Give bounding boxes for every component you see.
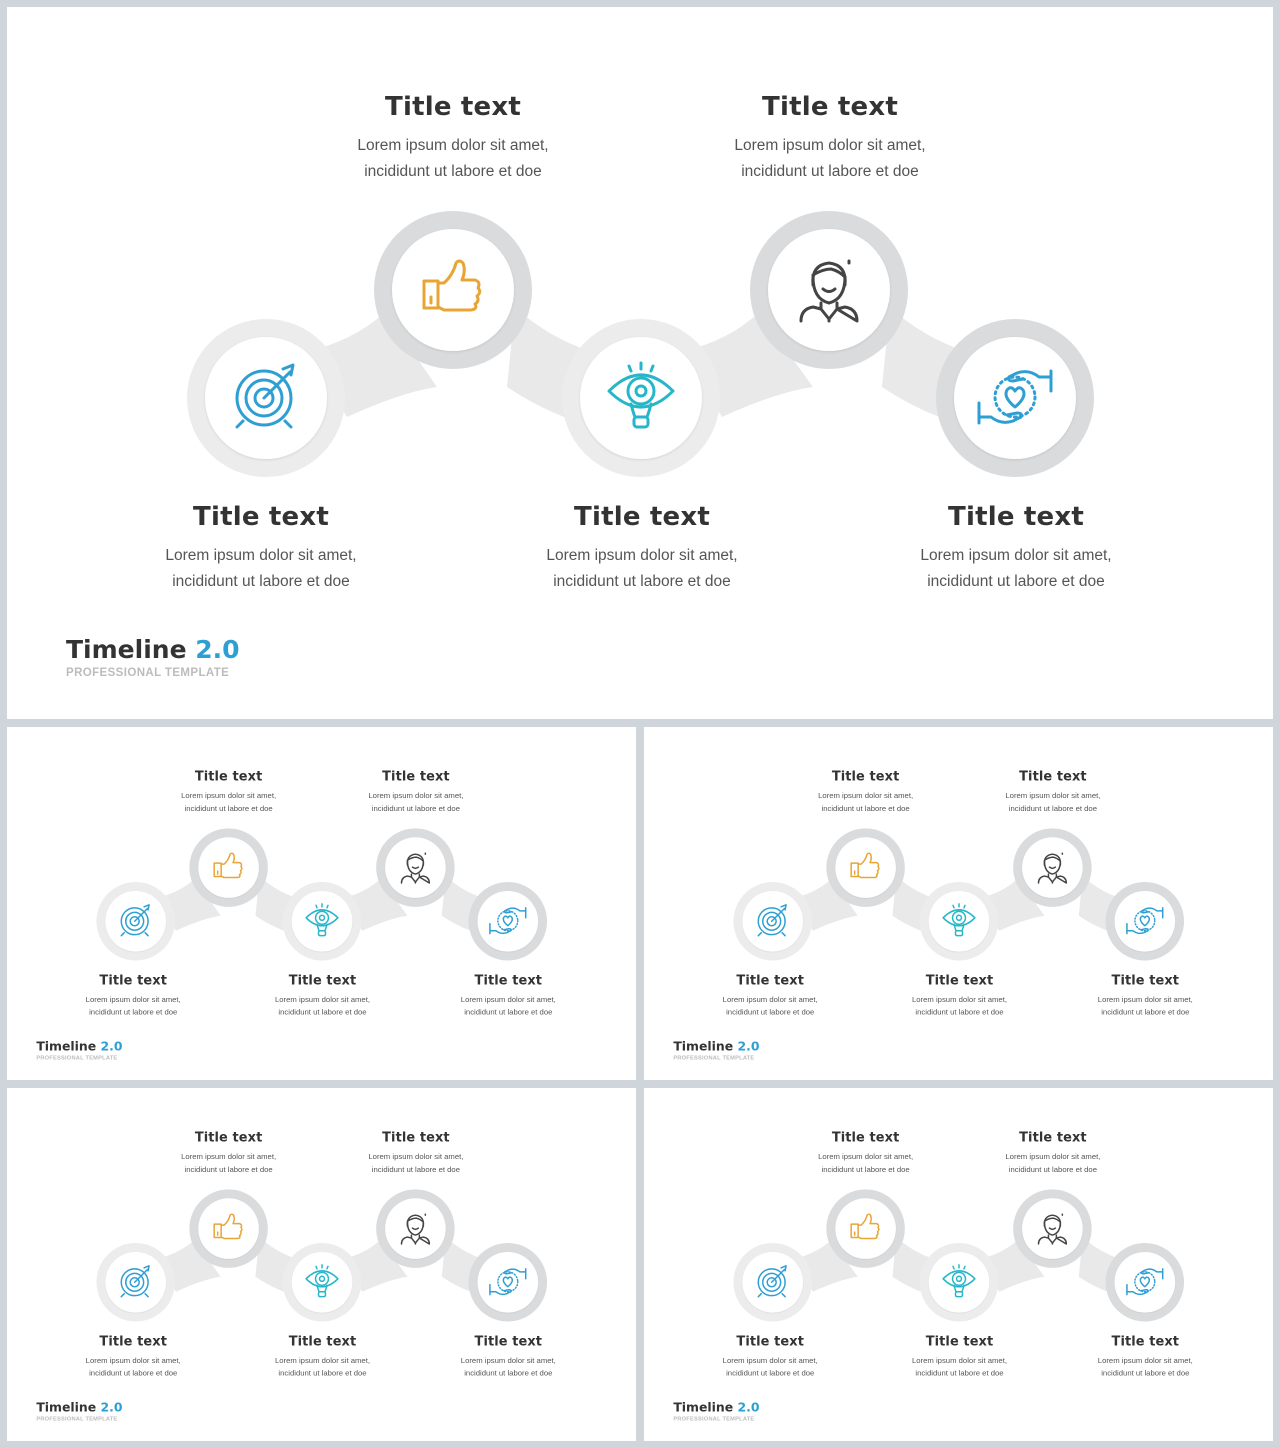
brand-version: 2.0 xyxy=(100,1400,123,1415)
step-description xyxy=(978,790,1127,816)
step-description xyxy=(248,1354,397,1380)
step-title: Title text xyxy=(474,1333,543,1349)
step-description xyxy=(303,133,603,185)
step-1-label xyxy=(696,1333,845,1380)
slide-thumb-2[interactable] xyxy=(644,727,1273,1080)
step-title: Title text xyxy=(382,769,450,785)
step-description-line: incididunt ut labore et doe xyxy=(1008,804,1098,813)
step-description-line: Lorem ipsum dolor sit amet, xyxy=(818,791,914,801)
step-description-line: Lorem ipsum dolor sit amet, xyxy=(357,137,549,154)
step-circle-2 xyxy=(826,828,905,907)
step-title: Title text xyxy=(1111,972,1180,988)
step-circle-3 xyxy=(920,882,999,961)
step-description-line: Lorem ipsum dolor sit amet, xyxy=(911,995,1008,1004)
step-description xyxy=(885,993,1034,1019)
step-description xyxy=(680,133,980,185)
step-title: Title text xyxy=(194,769,263,785)
step-description-line: Lorem ipsum dolor sit amet, xyxy=(546,547,738,564)
step-2-label xyxy=(154,769,303,816)
step-description xyxy=(154,1151,303,1177)
brand-version: 2.0 xyxy=(100,1039,123,1054)
step-description xyxy=(341,1151,490,1177)
step-description-line: incididunt ut labore et doe xyxy=(184,804,273,813)
step-4-label xyxy=(341,769,490,816)
step-description-line: incididunt ut labore et doe xyxy=(172,573,350,590)
step-3-label xyxy=(885,1333,1034,1380)
step-title: Title text xyxy=(574,502,710,532)
step-title: Title text xyxy=(288,1333,357,1349)
timeline-diagram xyxy=(644,1088,1273,1441)
step-title: Title text xyxy=(474,972,543,988)
step-description-line: Lorem ipsum dolor sit amet, xyxy=(920,547,1112,564)
step-5-label xyxy=(1071,1333,1220,1380)
step-description xyxy=(696,1354,845,1380)
step-description-line: Lorem ipsum dolor sit amet, xyxy=(368,791,464,801)
brand-title: Timeline xyxy=(36,1039,97,1054)
brand-version: 2.0 xyxy=(737,1400,760,1415)
step-description xyxy=(59,1354,208,1380)
step-1-label xyxy=(111,501,411,595)
step-description xyxy=(885,1354,1034,1380)
step-4-label xyxy=(341,1130,490,1177)
step-description xyxy=(791,1151,940,1177)
step-description-line: Lorem ipsum dolor sit amet, xyxy=(460,995,556,1004)
brand-title: Timeline xyxy=(673,1400,734,1415)
timeline-diagram xyxy=(7,727,636,1080)
brand-name xyxy=(673,1039,759,1054)
step-description-line: Lorem ipsum dolor sit amet, xyxy=(85,1356,181,1365)
step-description-line: Lorem ipsum dolor sit amet, xyxy=(368,1152,464,1162)
step-description-line: incididunt ut labore et doe xyxy=(89,1369,178,1378)
step-title: Title text xyxy=(925,1333,994,1349)
step-description xyxy=(492,543,792,595)
timeline-diagram xyxy=(7,1088,636,1441)
step-circle-2 xyxy=(826,1189,905,1268)
step-2-label xyxy=(791,769,940,816)
step-1-label xyxy=(59,972,208,1019)
brand-name xyxy=(673,1400,759,1415)
brand-tagline: PROFESSIONAL TEMPLATE xyxy=(66,667,230,679)
step-description-line: Lorem ipsum dolor sit amet, xyxy=(460,1356,556,1365)
step-description-line: Lorem ipsum dolor sit amet, xyxy=(165,547,357,564)
step-title: Title text xyxy=(762,92,898,122)
step-circle-2 xyxy=(189,1189,268,1268)
brand-logo xyxy=(36,1039,122,1061)
brand-logo xyxy=(36,1400,122,1422)
step-title: Title text xyxy=(382,1130,450,1146)
brand-name xyxy=(66,635,240,665)
brand-title: Timeline xyxy=(673,1039,734,1054)
brand-logo xyxy=(673,1039,759,1061)
step-3-label xyxy=(248,1333,397,1380)
step-title: Title text xyxy=(385,92,521,122)
step-title: Title text xyxy=(925,972,994,988)
step-description-line: incididunt ut labore et doe xyxy=(726,1008,815,1017)
step-4-label xyxy=(680,91,980,185)
step-description-line: incididunt ut labore et doe xyxy=(821,1165,910,1174)
step-description xyxy=(154,790,303,816)
step-4-label xyxy=(978,1130,1127,1177)
step-description-line: Lorem ipsum dolor sit amet, xyxy=(1097,995,1193,1004)
step-4-label xyxy=(978,769,1127,816)
brand-tagline: PROFESSIONAL TEMPLATE xyxy=(36,1415,118,1422)
step-description xyxy=(248,993,397,1019)
brand-title: Timeline xyxy=(66,635,187,664)
step-description-line: Lorem ipsum dolor sit amet, xyxy=(734,137,926,154)
step-description-line: incididunt ut labore et doe xyxy=(371,804,461,813)
step-description-line: incididunt ut labore et doe xyxy=(821,804,910,813)
step-title: Title text xyxy=(736,1333,804,1349)
step-circle-3 xyxy=(283,882,362,961)
step-5-label xyxy=(434,1333,583,1380)
step-description-line: Lorem ipsum dolor sit amet, xyxy=(274,1356,371,1365)
step-description-line: incididunt ut labore et doe xyxy=(927,573,1105,590)
step-description-line: Lorem ipsum dolor sit amet, xyxy=(1097,1356,1193,1365)
step-description xyxy=(341,790,490,816)
step-description-line: incididunt ut labore et doe xyxy=(726,1369,815,1378)
step-description-line: Lorem ipsum dolor sit amet, xyxy=(274,995,371,1004)
step-description-line: Lorem ipsum dolor sit amet, xyxy=(1005,1152,1101,1162)
step-description-line: incididunt ut labore et doe xyxy=(741,163,919,180)
step-circle-5 xyxy=(1106,1243,1185,1322)
step-description-line: incididunt ut labore et doe xyxy=(553,573,731,590)
step-title: Title text xyxy=(99,972,167,988)
step-description xyxy=(434,1354,583,1380)
step-description-line: incididunt ut labore et doe xyxy=(364,163,542,180)
step-description-line: incididunt ut labore et doe xyxy=(184,1165,273,1174)
step-5-label xyxy=(1071,972,1220,1019)
step-description xyxy=(866,543,1166,595)
step-2-label xyxy=(154,1130,303,1177)
step-description-line: incididunt ut labore et doe xyxy=(915,1369,1004,1378)
step-description-line: Lorem ipsum dolor sit amet, xyxy=(1005,791,1101,801)
step-description-line: Lorem ipsum dolor sit amet, xyxy=(722,995,818,1004)
slide-thumb-1[interactable] xyxy=(7,727,636,1080)
step-description-line: Lorem ipsum dolor sit amet, xyxy=(181,791,277,801)
step-circle-5 xyxy=(469,882,548,961)
step-description-line: Lorem ipsum dolor sit amet, xyxy=(818,1152,914,1162)
step-description-line: incididunt ut labore et doe xyxy=(464,1369,553,1378)
step-title: Title text xyxy=(1111,1333,1180,1349)
step-description-line: incididunt ut labore et doe xyxy=(1008,1165,1098,1174)
timeline-diagram xyxy=(644,727,1273,1080)
step-description xyxy=(434,993,583,1019)
step-circle-2 xyxy=(374,211,532,369)
step-title: Title text xyxy=(831,769,900,785)
step-description-line: incididunt ut labore et doe xyxy=(915,1008,1004,1017)
step-3-label xyxy=(885,972,1034,1019)
step-description xyxy=(59,993,208,1019)
step-title: Title text xyxy=(1019,769,1087,785)
step-description-line: incididunt ut labore et doe xyxy=(278,1008,367,1017)
timeline-diagram xyxy=(7,7,1273,719)
brand-tagline: PROFESSIONAL TEMPLATE xyxy=(673,1054,755,1061)
step-3-label xyxy=(492,501,792,595)
step-description-line: incididunt ut labore et doe xyxy=(278,1369,367,1378)
step-title: Title text xyxy=(831,1130,900,1146)
step-title: Title text xyxy=(948,502,1084,532)
step-circle-3 xyxy=(562,319,720,477)
step-3-label xyxy=(248,972,397,1019)
slide-main[interactable] xyxy=(7,7,1273,719)
brand-tagline: PROFESSIONAL TEMPLATE xyxy=(673,1415,755,1422)
step-description-line: incididunt ut labore et doe xyxy=(89,1008,178,1017)
step-5-label xyxy=(866,501,1166,595)
step-description xyxy=(1071,993,1220,1019)
step-circle-5 xyxy=(936,319,1094,477)
brand-tagline: PROFESSIONAL TEMPLATE xyxy=(36,1054,118,1061)
step-description xyxy=(1071,1354,1220,1380)
brand-title: Timeline xyxy=(36,1400,97,1415)
brand-logo xyxy=(673,1400,759,1422)
step-title: Title text xyxy=(736,972,804,988)
step-1-label xyxy=(696,972,845,1019)
step-description xyxy=(978,1151,1127,1177)
step-description-line: Lorem ipsum dolor sit amet, xyxy=(722,1356,818,1365)
brand-name xyxy=(36,1400,122,1415)
step-1-label xyxy=(59,1333,208,1380)
step-2-label xyxy=(303,91,603,185)
step-description-line: incididunt ut labore et doe xyxy=(1101,1008,1190,1017)
step-description xyxy=(791,790,940,816)
step-2-label xyxy=(791,1130,940,1177)
step-title: Title text xyxy=(194,1130,263,1146)
brand-version: 2.0 xyxy=(737,1039,760,1054)
brand-logo xyxy=(66,635,240,679)
step-description-line: Lorem ipsum dolor sit amet, xyxy=(181,1152,277,1162)
step-description-line: incididunt ut labore et doe xyxy=(371,1165,461,1174)
step-circle-3 xyxy=(283,1243,362,1322)
step-title: Title text xyxy=(99,1333,167,1349)
step-description-line: incididunt ut labore et doe xyxy=(464,1008,553,1017)
slide-thumb-4[interactable] xyxy=(644,1088,1273,1441)
step-circle-2 xyxy=(189,828,268,907)
step-circle-5 xyxy=(469,1243,548,1322)
step-description-line: Lorem ipsum dolor sit amet, xyxy=(85,995,181,1004)
step-5-label xyxy=(434,972,583,1019)
step-description xyxy=(111,543,411,595)
brand-version: 2.0 xyxy=(195,635,240,664)
step-title: Title text xyxy=(193,502,329,532)
slide-thumb-3[interactable] xyxy=(7,1088,636,1441)
step-description-line: Lorem ipsum dolor sit amet, xyxy=(911,1356,1008,1365)
step-title: Title text xyxy=(1019,1130,1087,1146)
step-circle-3 xyxy=(920,1243,999,1322)
step-title: Title text xyxy=(288,972,357,988)
step-circle-5 xyxy=(1106,882,1185,961)
step-description-line: incididunt ut labore et doe xyxy=(1101,1369,1190,1378)
brand-name xyxy=(36,1039,122,1054)
step-description xyxy=(696,993,845,1019)
